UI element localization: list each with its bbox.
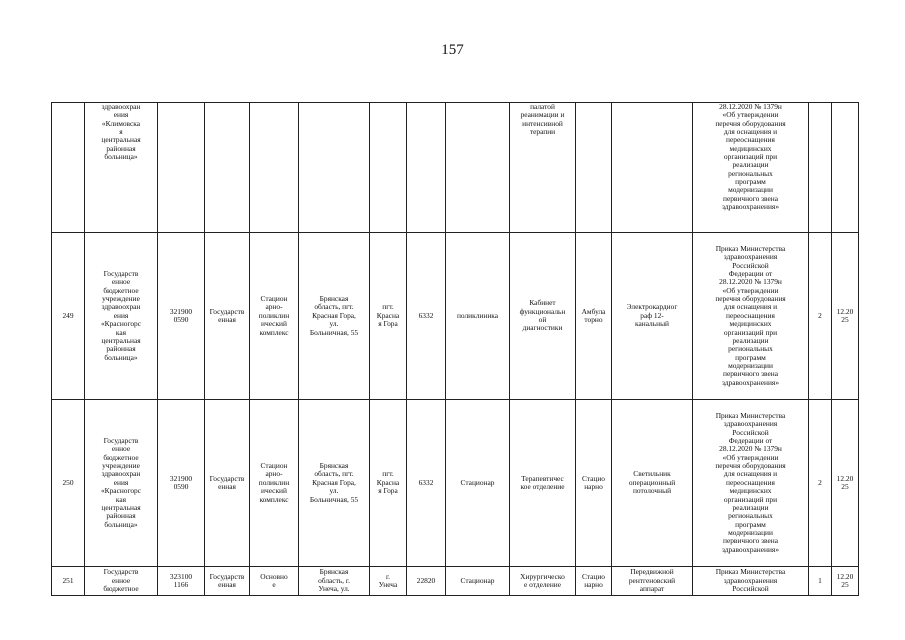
cell-subdivision: Стационар [446,400,510,567]
cell-organization: здравоохран ения «Климовска я центральная районная больница» [85,103,158,233]
cell-quantity: 2 [809,233,832,400]
cell-code: 323100 1166 [158,567,205,596]
cell-oktmo [407,103,446,233]
cell-locality [370,103,407,233]
cell-basis: Приказ Министерства здравоохранения Российской Федерации от 28.12.2020 № 1379н «Об утверждении перечня оборудования для оснащения и переоснащения медицинских организаций при реализации региональных программ модернизации первичного звена здравоохранения» [693,233,809,400]
cell-oktmo: 6332 [407,233,446,400]
table-row [52,233,859,400]
cell-subdivision [446,103,510,233]
cell-subdivision: Стационар [446,567,510,596]
cell-basis: 28.12.2020 № 1379н «Об утверждении перечня оборудования для оснащения и переоснащения медицинских организаций при реализации региональных программ модернизации первичного звена здравоохранения» [693,103,809,233]
cell-locality: пгт. Красна я Гора [370,233,407,400]
cell-address: Брянская область, пгт. Красная Гора, ул. Больничная, 55 [299,233,370,400]
cell-number [52,103,85,233]
cell-facility-type: Основно е [250,567,299,596]
cell-date: 12.20 25 [832,567,859,596]
equipment-table [51,102,859,596]
cell-unit: Кабинет функциональн ой диагностики [510,233,576,400]
cell-address: Брянская область, г. Унеча, ул. [299,567,370,596]
cell-equipment: Передвижной рентгеновский аппарат [612,567,693,596]
cell-basis: Приказ Министерства здравоохранения Российской Федерации от 28.12.2020 № 1379н «Об утверждении перечня оборудования для оснащения и переоснащения медицинских организаций при реализации региональных программ модернизации первичного звена здравоохранения» [693,400,809,567]
cell-number: 249 [52,233,85,400]
cell-quantity [809,103,832,233]
cell-ownership: Государств енная [205,567,250,596]
cell-equipment: Электрокардиог раф 12- канальный [612,233,693,400]
cell-ownership: Государств енная [205,400,250,567]
cell-care-form: Стацио нарно [576,567,612,596]
cell-care-form: Амбула торно [576,233,612,400]
cell-code [158,103,205,233]
page-number: 157 [441,42,464,58]
cell-date [832,103,859,233]
cell-code: 321900 0590 [158,233,205,400]
cell-unit: Хирургическо е отделение [510,567,576,596]
cell-address: Брянская область, пгт. Красная Гора, ул. Больничная, 55 [299,400,370,567]
table-row [52,400,859,567]
table-row [52,103,859,233]
cell-unit: палатой реанимации и интенсивной терапии [510,103,576,233]
cell-date: 12.20 25 [832,400,859,567]
cell-address [299,103,370,233]
cell-basis: Приказ Министерства здравоохранения Российской [693,567,809,596]
cell-oktmo: 22820 [407,567,446,596]
cell-ownership: Государств енная [205,233,250,400]
cell-care-form: Стацио нарно [576,400,612,567]
cell-equipment: Светильник операционный потолочный [612,400,693,567]
cell-equipment [612,103,693,233]
cell-quantity: 2 [809,400,832,567]
cell-number: 251 [52,567,85,596]
cell-unit: Терапевтичес кое отделение [510,400,576,567]
cell-organization: Государств енное бюджетное [85,567,158,596]
cell-oktmo: 6332 [407,400,446,567]
cell-facility-type: Стацион арно- поликлин ический комплекс [250,233,299,400]
cell-care-form [576,103,612,233]
cell-facility-type: Стацион арно- поликлин ический комплекс [250,400,299,567]
cell-subdivision: поликлиника [446,233,510,400]
table-row [52,567,859,596]
cell-date: 12.20 25 [832,233,859,400]
cell-locality: г. Унеча [370,567,407,596]
cell-ownership [205,103,250,233]
cell-organization: Государств енное бюджетное учреждение здравоохран ения «Красногорс кая центральная районная больница» [85,233,158,400]
cell-organization: Государств енное бюджетное учреждение здравоохран ения «Красногорс кая центральная районная больница» [85,400,158,567]
cell-facility-type [250,103,299,233]
cell-code: 321900 0590 [158,400,205,567]
cell-locality: пгт. Красна я Гора [370,400,407,567]
cell-number: 250 [52,400,85,567]
cell-quantity: 1 [809,567,832,596]
